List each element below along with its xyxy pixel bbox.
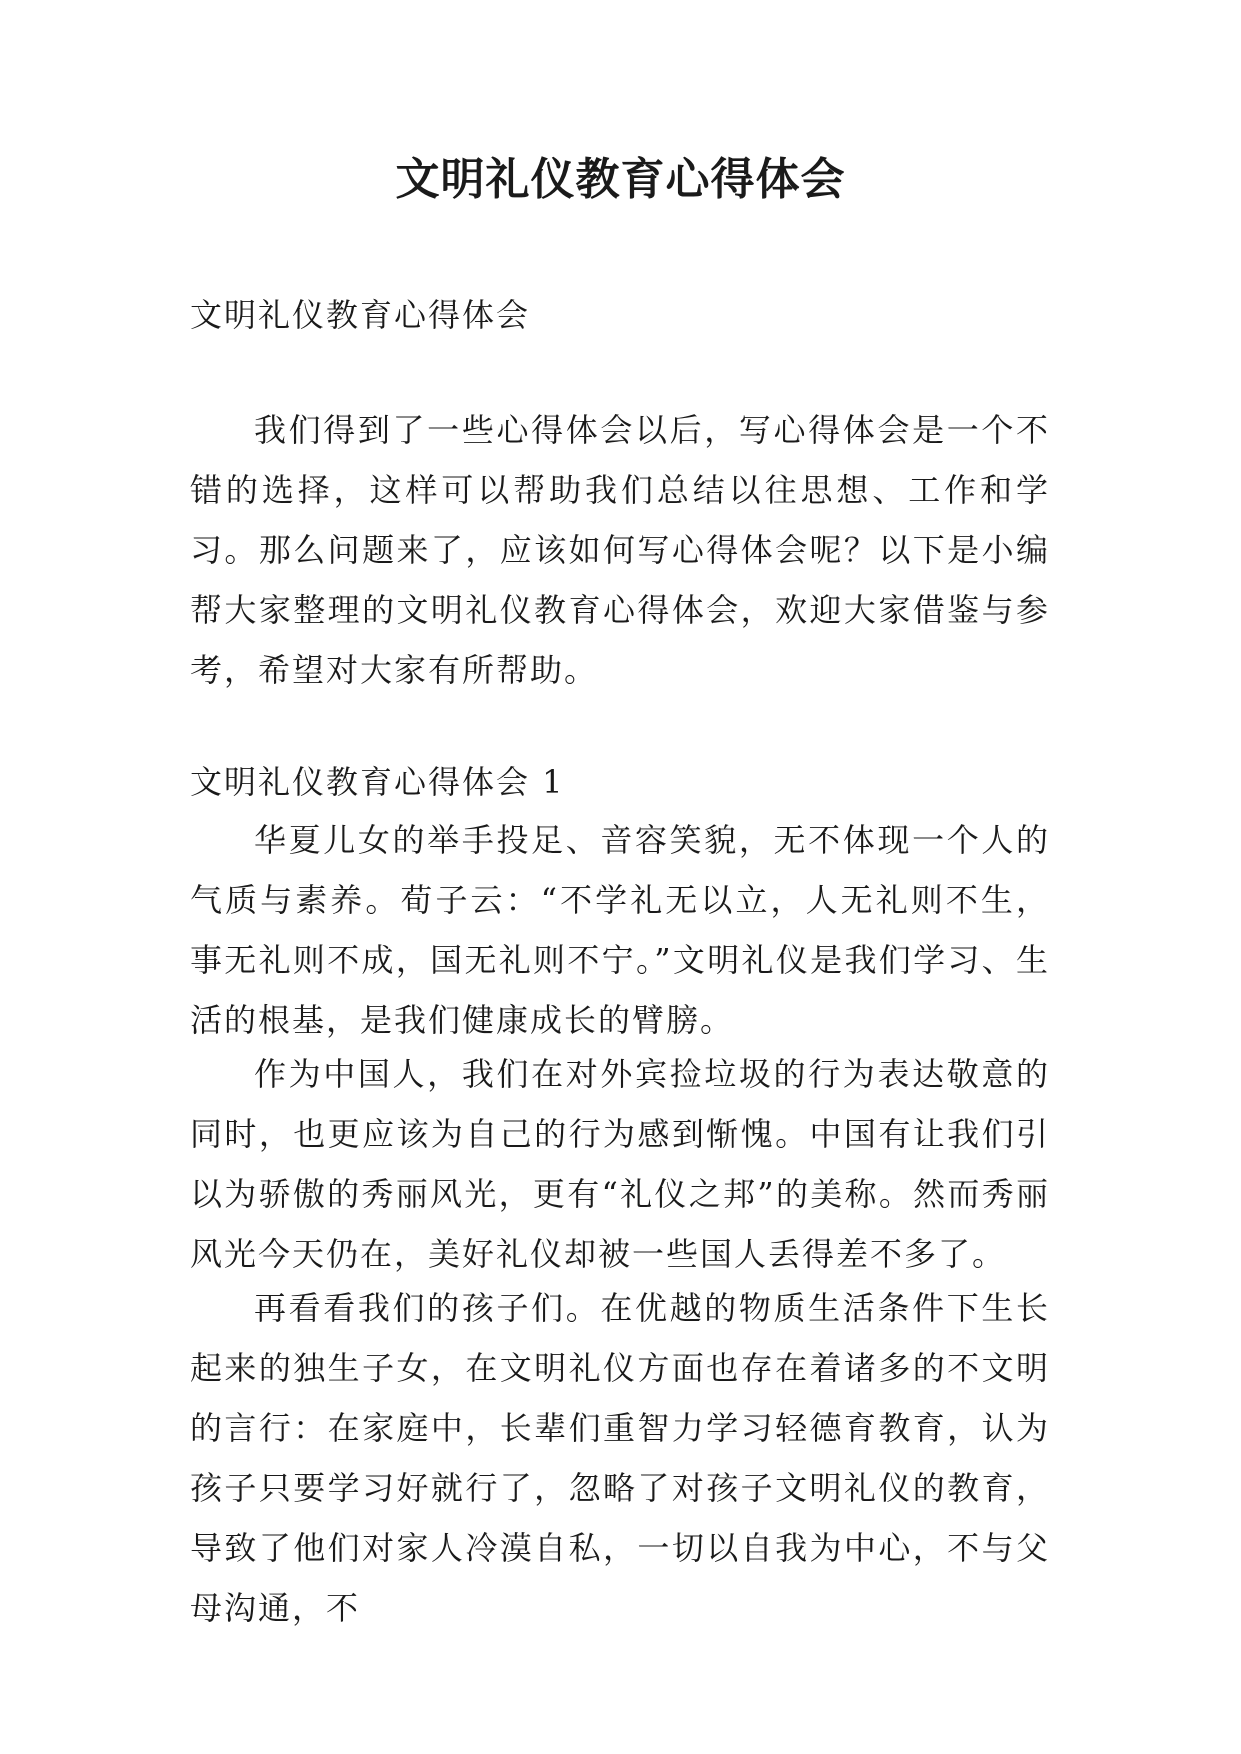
body-paragraph: 华夏儿女的举手投足、音容笑貌，无不体现一个人的气质与素养。荀子云：“不学礼无以立，人无礼则不生，事无礼则不成，国无礼则不宁。”文明礼仪是我们学习、生活的根基，是我们健康成长的臂膀。	[190, 821, 1050, 1039]
document-subtitle: 文明礼仪教育心得体会	[190, 296, 531, 334]
body-paragraph: 再看看我们的孩子们。在优越的物质生活条件下生长起来的独生子女，在文明礼仪方面也存在着诸多的不文明的言行：在家庭中，长辈们重智力学习轻德育教育，认为孩子只要学习好就行了，忽略了对孩子文明礼仪的教育，导致了他们对家人冷漠自私，一切以自我为中心，不与父母沟通，不	[190, 1289, 1050, 1627]
intro-paragraph: 我们得到了一些心得体会以后，写心得体会是一个不错的选择，这样可以帮助我们总结以往思想、工作和学习。那么问题来了，应该如何写心得体会呢？以下是小编帮大家整理的文明礼仪教育心得体会，欢迎大家借鉴与参考，希望对大家有所帮助。	[190, 411, 1050, 689]
document-title: 文明礼仪教育心得体会	[395, 154, 846, 205]
section-heading: 文明礼仪教育心得体会 1	[190, 763, 565, 801]
body-paragraph: 作为中国人，我们在对外宾捡垃圾的行为表达敬意的同时，也更应该为自己的行为感到惭愧。中国有让我们引以为骄傲的秀丽风光，更有“礼仪之邦”的美称。然而秀丽风光今天仍在，美好礼仪却被一些国人丢得差不多了。	[190, 1055, 1050, 1273]
